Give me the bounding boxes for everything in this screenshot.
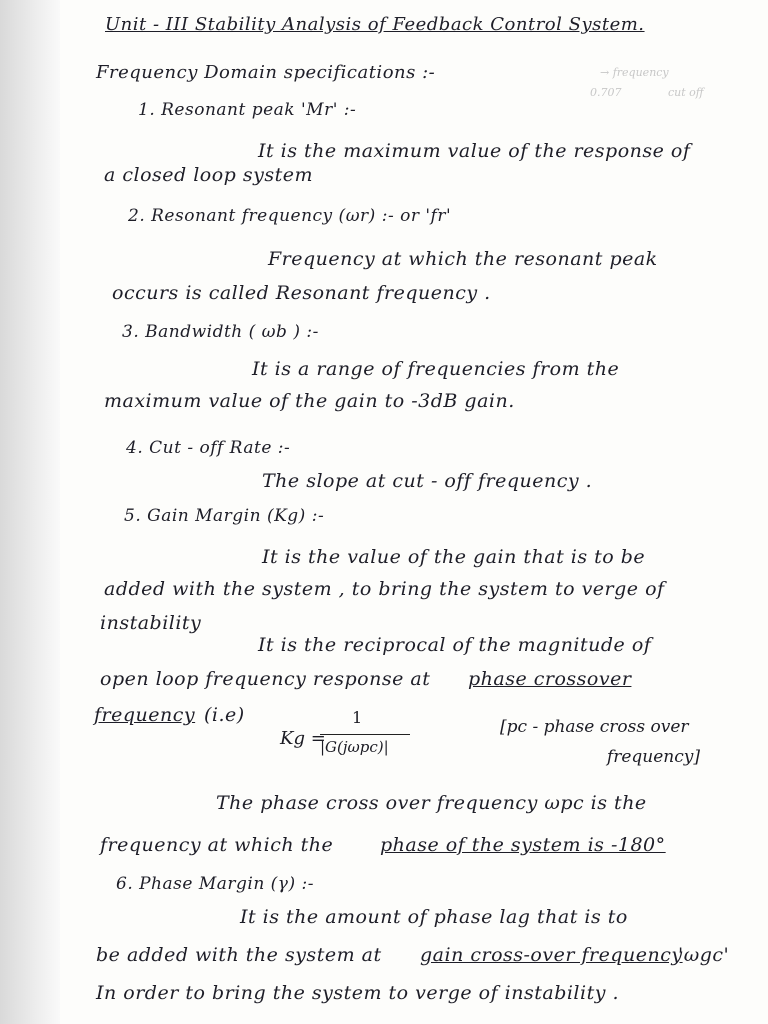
gain-margin-formula [280, 708, 420, 768]
margin-note-line1: → frequency [600, 66, 669, 79]
item-6-wgc: 'ωgc' [678, 944, 730, 966]
item-4-label: 4. Cut - off Rate :- [126, 438, 291, 458]
item-3-label: 3. Bandwidth ( ωb ) :- [122, 322, 319, 342]
item-5-line1: It is the value of the gain that is to be [262, 546, 646, 568]
item-5-frequency: frequency [94, 704, 196, 726]
page-title: Unit - III Stability Analysis of Feedback Control System. [105, 14, 645, 35]
item-4-line1: The slope at cut - off frequency . [262, 470, 593, 492]
item-6-gain-crossover: gain cross-over frequency [420, 944, 683, 966]
margin-note-line2: 0.707 [590, 86, 622, 99]
fraction-bar [320, 734, 410, 735]
bracket-note-line2: frequency] [606, 747, 700, 767]
pc-bracket-note [500, 712, 710, 772]
item-5-phase-crossover: phase crossover [468, 668, 632, 690]
formula-denominator: |G(jωpc)| [320, 738, 389, 756]
item-2-label: 2. Resonant frequency (ωr) :- or 'fr' [128, 206, 452, 226]
margin-note-line3: cut off [668, 86, 704, 99]
bracket-note-line1: [pc - phase cross over [500, 717, 689, 737]
item-5-ie: (i.e) [204, 704, 245, 726]
item-2-line2: occurs is called Resonant frequency . [112, 282, 491, 304]
formula-numerator: 1 [352, 708, 363, 727]
item-6-line2: be added with the system at [96, 944, 382, 966]
item-5-line4: It is the reciprocal of the magnitude of [258, 634, 652, 656]
item-5-line2: added with the system , to bring the system to verge of [104, 578, 665, 600]
pc-note-part2: frequency at which the [100, 834, 334, 856]
item-5-line3: instability [100, 612, 202, 634]
item-6-line1: It is the amount of phase lag that is to [240, 906, 628, 928]
pc-note-part1: The phase cross over frequency ωpc is the [216, 792, 647, 814]
item-3-line1: It is a range of frequencies from the [252, 358, 620, 380]
formula-lhs: Kg = [280, 728, 326, 749]
item-1-line2: a closed loop system [104, 164, 314, 186]
section-heading: Frequency Domain specifications :- [96, 62, 436, 83]
item-3-line2: maximum value of the gain to -3dB gain. [104, 390, 515, 412]
item-5-label: 5. Gain Margin (Kg) :- [124, 506, 325, 526]
item-6-label: 6. Phase Margin (γ) :- [116, 874, 314, 894]
item-1-label: 1. Resonant peak 'Mr' :- [138, 100, 357, 120]
item-2-line1: Frequency at which the resonant peak [268, 248, 658, 270]
item-5-line5: open loop frequency response at [100, 668, 431, 690]
item-6-line4: In order to bring the system to verge of instability . [96, 982, 620, 1004]
item-1-line1: It is the maximum value of the response of [258, 140, 691, 162]
pc-note-part3: phase of the system is -180° [380, 834, 666, 856]
